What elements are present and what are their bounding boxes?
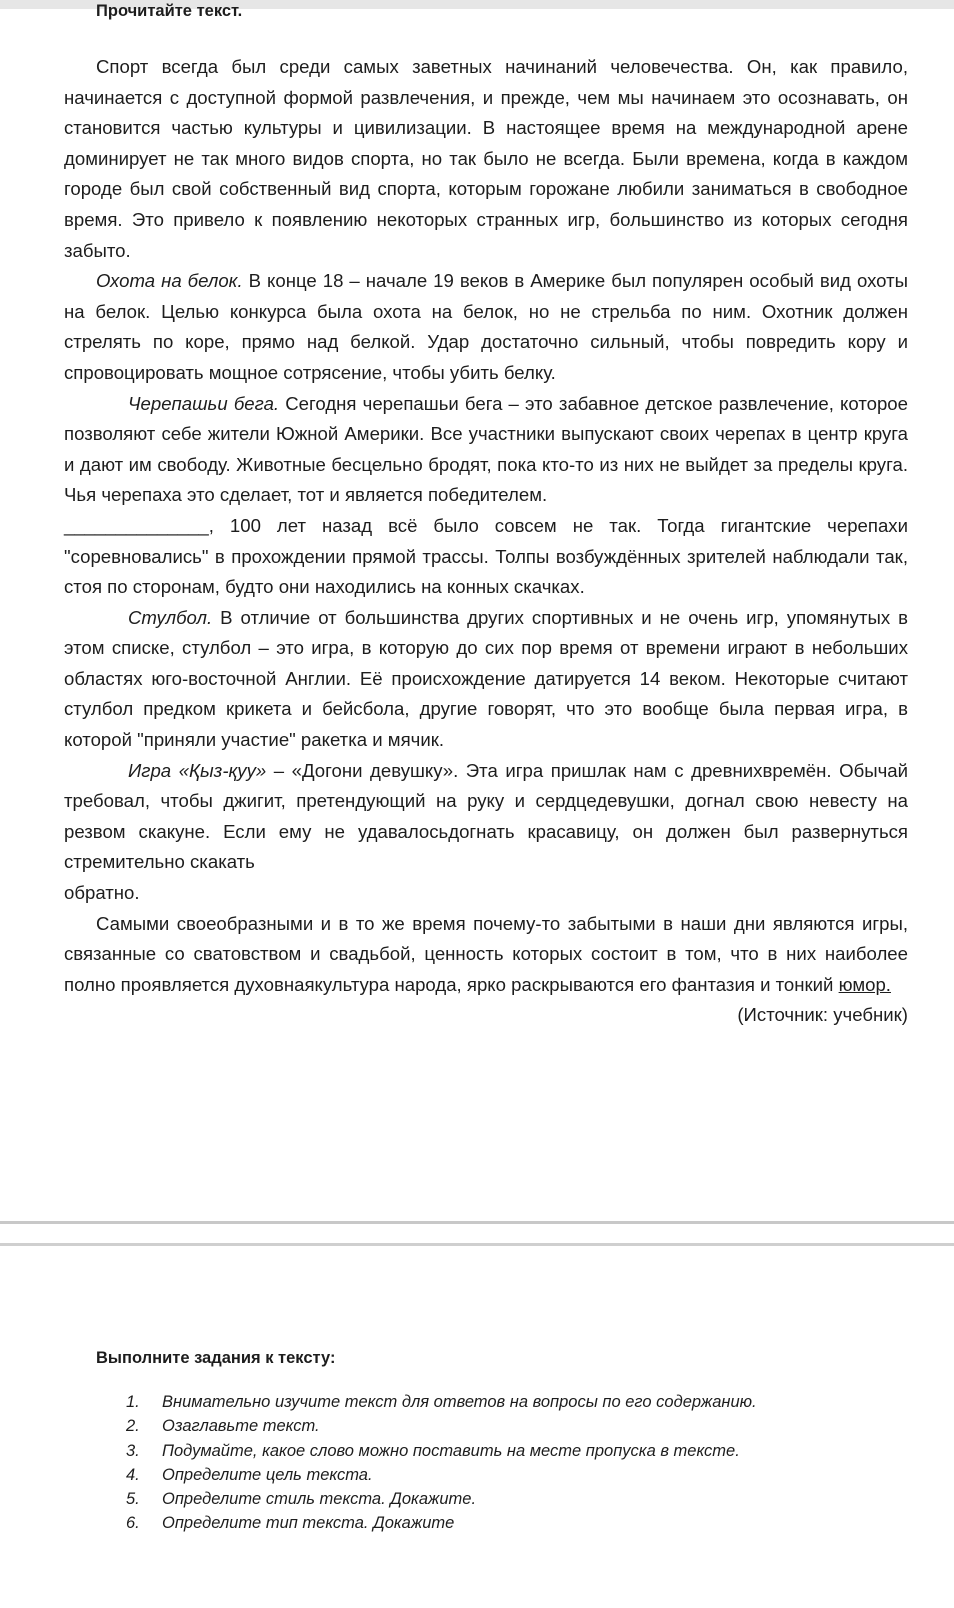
- paragraph-text: , 100 лет назад всё было совсем не так. Тогда гигантские черепахи "соревновались" в прохождении прямой трассы. Толпы возбуждённых зрителей наблюдали так, стоя по сторонам, будто они находились на конных скачках.: [64, 514, 908, 598]
- task-number: 3.: [126, 1441, 140, 1460]
- paragraph-stoolball: [64, 603, 908, 756]
- paragraph-text: Сегодня черепашьи бега – это забавное детское развлечение, которое позволяют себе жители Южной Америки. Все участники выпускают своих черепах в центр круга и дают им свободу. Животные бесцельно бродят, пока кто-то из них не выйдет за пределы круга. Чья черепаха это сделает, тот и является победителем.: [64, 392, 908, 506]
- paragraph-intro: Спорт всегда был среди самых заветных начинаний человечества. Он, как правило, начинается с доступной формой развлечения, и прежде, чем мы начинаем это осознавать, он становится частью культуры и цивилизации. В настоящее время на международной арене доминирует не так много видов спорта, но так было не всегда. Были времена, когда в каждом городе был свой собственный вид спорта, которым горожане любили заниматься в свободное время. Это привело к появлению некоторых странных игр, большинство из которых сегодня забыто.: [64, 56, 908, 261]
- task-text: Определите цель текста.: [162, 1465, 373, 1484]
- paragraph-kyz-kuu-tail: обратно.: [64, 882, 140, 904]
- tasks-title: Выполните задания к тексту:: [96, 1349, 336, 1367]
- paragraph-lead: Черепашьи бега.: [128, 392, 280, 414]
- paragraph-lead: Игра «Қыз-қуу»: [128, 759, 267, 781]
- gap-blank: ______________: [64, 514, 209, 536]
- paragraph-text: Самыми своеобразными и в то же время почему-то забытыми в наши дни являются игры, связанные со сватовством и свадьбой, ценность которых состоит в том, что в них наиболее полно проявляется духовнаякультура народа, ярко раскрываются его фантазия и тонкий: [64, 912, 908, 995]
- paragraph-lead: Охота на белок.: [96, 270, 243, 292]
- task-text: Определите стиль текста. Докажите.: [162, 1490, 477, 1509]
- paragraph-lead: Стулбол.: [128, 606, 213, 628]
- source-note: (Источник: учебник): [737, 1004, 908, 1026]
- paragraph-wedding-games: [64, 909, 908, 1001]
- reading-page: [64, 0, 908, 1031]
- task-number: 6.: [126, 1514, 140, 1533]
- paragraph-squirrel-hunt: [64, 266, 908, 388]
- task-text: Подумайте, какое слово можно поставить на месте пропуска в тексте.: [162, 1441, 740, 1460]
- task-text: Внимательно изучите текст для ответов на вопросы по его содержанию.: [162, 1393, 757, 1411]
- paragraph-text: В конце 18 – начале 19 веков в Америке был популярен особый вид охоты на белок. Целью конкурса была охота на белок, но не стрельба по ним. Охотник должен стрелять по коре, прямо над белкой. Удар достаточно сильный, чтобы повредить кору и спровоцировать мощное сотрясение, чтобы убить белку.: [64, 270, 908, 383]
- task-text: Определите тип текста. Докажите: [162, 1514, 455, 1533]
- task-number: 5.: [126, 1490, 140, 1509]
- tasks-list: [126, 1390, 757, 1536]
- task-item: [126, 1511, 757, 1535]
- paragraph-text: В отличие от большинства других спортивных и не очень игр, упомянутых в этом списке, стулбол – это игра, в которую до сих пор время от времени играют в небольших областях юго-восточной Англии. Её происхождение датируется 14 веком. Некоторые считают стулбол предком крикета и бейсбола, другие говорят, что это вообще была первая игра, в которой "приняли участие" ракетка и мячик.: [64, 606, 908, 751]
- task-item: [126, 1487, 757, 1511]
- task-text: Озаглавьте текст.: [162, 1417, 320, 1436]
- page-separator: [0, 1243, 954, 1246]
- page-separator: [0, 1221, 954, 1224]
- task-item: [126, 1463, 757, 1487]
- task-item: [126, 1414, 757, 1438]
- paragraph-turtle-race: [64, 389, 908, 603]
- task-number: 4.: [126, 1465, 140, 1484]
- page-heading: Прочитайте текст.: [96, 2, 243, 20]
- task-item: [126, 1390, 757, 1414]
- task-number: 2.: [126, 1417, 140, 1436]
- task-item: [126, 1439, 757, 1463]
- underlined-word: юмор.: [838, 973, 891, 995]
- paragraph-kyz-kuu: [64, 756, 908, 878]
- paragraph-text: – «Догони девушку». Эта игра пришлак нам с древнихвремён. Обычай требовал, чтобы джигит, претендующий на руку и сердцедевушки, догнал свою невесту на резвом скакуне. Если ему не удавалосьдогнать красавицу, он должен был развернуться стремительно скакать: [64, 759, 908, 873]
- task-number: 1.: [126, 1393, 140, 1411]
